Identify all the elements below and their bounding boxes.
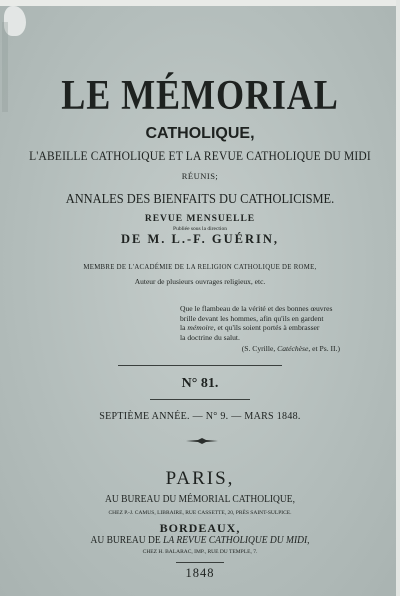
bureau2-b: , — [307, 535, 310, 546]
journal-subtitle: CATHOLIQUE, — [145, 125, 255, 142]
bureau2-em: LA REVUE CATHOLIQUE DU MIDI — [163, 535, 308, 546]
director-author-line: Auteur de plusieurs ouvrages religieux, etc. — [134, 277, 266, 286]
journal-title: LE MÉMORIAL — [61, 73, 339, 119]
director-name: DE M. L.-F. GUÉRIN, — [120, 232, 280, 246]
rule-middle — [150, 399, 250, 400]
merged-titles-line: L'ABEILLE CATHOLIQUE ET LA REVUE CATHOLIQUE DU MIDI — [29, 149, 371, 163]
epigraph-line-1: Que le flambeau de la vérité et des bonnes œuvres — [180, 304, 333, 313]
imprint-bureau-bordeaux — [10, 535, 390, 546]
epigraph-cite-em: Catéchèse — [277, 344, 309, 354]
epigraph — [180, 304, 360, 354]
imprint-city-2: BORDEAUX, — [159, 521, 241, 535]
reunis-line: RÉUNIS; — [181, 171, 219, 181]
epigraph-line-2: brille devant les hommes, afin qu'ils en gardent — [180, 313, 324, 323]
epigraph-citation — [180, 344, 360, 354]
publication-year: 1848 — [185, 566, 215, 580]
epigraph-line-3-em: mémoire — [187, 323, 214, 333]
bureau2-a: AU BUREAU DE — [90, 535, 164, 546]
epigraph-line-3 — [180, 323, 360, 333]
annales-line: ANNALES DES BIENFAITS DU CATHOLICISME. — [65, 191, 335, 206]
epigraph-line-3-a: la — [180, 323, 188, 333]
director-membership: MEMBRE DE L'ACADÉMIE DE LA RELIGION CATHOLIQUE DE ROME, — [83, 264, 317, 271]
epigraph-cite-a: (S. Cyrille, — [241, 344, 278, 354]
issue-number: N° 81. — [181, 376, 219, 391]
publiee-line: Publiée sous la direction — [173, 226, 227, 232]
ornament-icon — [186, 437, 218, 445]
rule-top — [118, 365, 282, 366]
imprint-publisher-paris: CHEZ P.-J. CAMUS, LIBRAIRE, RUE CASSETTE, 20, PRÈS SAINT-SULPICE. — [108, 510, 292, 516]
paper-edge-right — [396, 0, 400, 596]
epigraph-cite-b: , et Ps. II.) — [308, 344, 340, 354]
paper-edge-top — [0, 0, 400, 6]
paper-stain — [2, 22, 8, 112]
epigraph-line-4: la doctrine du salut. — [180, 332, 240, 342]
imprint-city: PARIS, — [165, 468, 235, 489]
rule-bottom — [176, 562, 224, 563]
revue-mensuelle: REVUE MENSUELLE — [144, 214, 256, 224]
issue-edition: SEPTIÈME ANNÉE. — N° 9. — MARS 1848. — [99, 411, 301, 422]
imprint-publisher-bordeaux: CHEZ H. BALARAC, IMP., RUE DU TEMPLE, 7. — [142, 549, 258, 555]
imprint-bureau-paris: AU BUREAU DU MÉMORIAL CATHOLIQUE, — [105, 494, 295, 505]
epigraph-line-3-b: , et qu'ils soient portés à embrasser — [213, 323, 320, 333]
